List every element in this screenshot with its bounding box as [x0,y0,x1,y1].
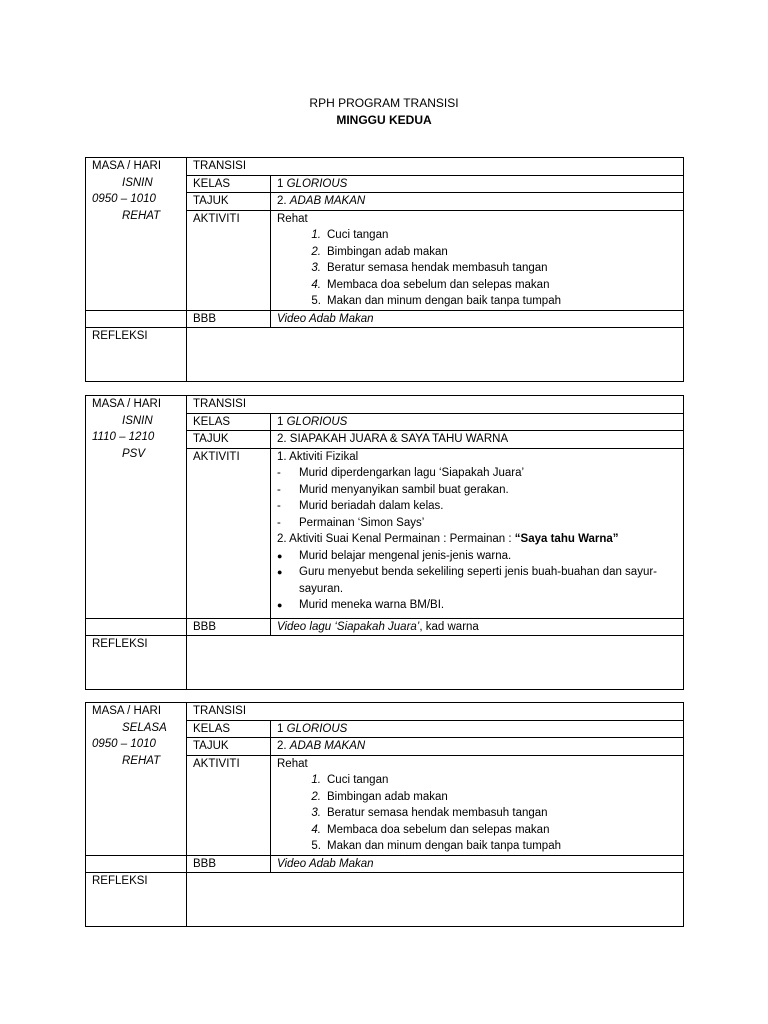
refleksi-value [187,636,684,690]
kelas-name: GLORIOUS [286,415,348,428]
hari-value: ISNIN [122,414,153,427]
kelas-name: GLORIOUS [286,722,348,735]
masa-hari-cell-extra [86,855,187,873]
kelas-label: KELAS [187,720,271,738]
aktiviti-list [277,772,683,855]
kelas-label: KELAS [187,413,271,431]
masa-hari-label: MASA / HARI [92,398,162,410]
masa-hari-cell-extra [86,310,187,328]
aktiviti-heading: Rehat [277,212,308,225]
aktiviti-suai-kenal-heading: 2. Aktiviti Suai Kenal Permainan : Permainan : “Saya tahu Warna” [277,533,619,545]
document-title: RPH PROGRAM TRANSISI [309,96,459,110]
bbb-value: Video lagu ‘Siapakah Juara’, kad warna [271,618,684,636]
bbb-label: BBB [187,855,271,873]
kelas-num: 1 [277,177,284,190]
rph-table-selasa-rehat [85,702,684,927]
transisi-label: TRANSISI [187,703,684,721]
bbb-label: BBB [187,310,271,328]
refleksi-value [187,873,684,927]
transisi-label: TRANSISI [187,396,684,414]
permainan-title: “Saya tahu Warna” [514,533,619,545]
list-item: 2. Bimbingan adab makan [311,790,448,803]
masa-hari-cell-extra [86,618,187,636]
kelas-value [271,413,684,431]
masa-hari-cell [86,158,187,311]
masa-value: 1110 – 1210 [92,431,155,443]
refleksi-label: REFLEKSI [86,873,187,927]
list-item: - Murid diperdengarkan lagu ‘Siapakah Juara’ [277,467,525,479]
aktiviti-content [271,755,684,855]
bbb-value: Video Adab Makan [271,310,684,328]
tajuk-label: TAJUK [187,431,271,449]
tajuk-value [271,193,684,211]
bbb-value: Video Adab Makan [271,855,684,873]
aktiviti-fizikal-heading: 1. Aktiviti Fizikal [277,450,359,463]
list-item: - Murid menyanyikan sambil buat gerakan. [277,483,509,496]
list-item: ● Murid belajar mengenal jenis-jenis warna. [277,548,683,565]
list-item: ● Guru menyebut benda sekeliling seperti jenis buah-buahan dan sayur-sayuran. [277,564,683,597]
masa-hari-label: MASA / HARI [92,705,162,717]
kelas-name: GLORIOUS [286,177,348,190]
masa-hari-cell [86,396,187,619]
tajuk-num: 2. [277,195,287,207]
bullet-icon: ● [277,550,283,561]
rph-table-isnin-rehat [85,157,684,382]
kelas-num: 1 [277,415,284,428]
bullet-list [277,548,683,614]
tajuk-text: ADAB MAKAN [289,740,366,752]
refleksi-label: REFLEKSI [86,328,187,382]
dash-list [277,465,683,531]
list-item: 3. Beratur semasa hendak membasuh tangan [311,807,548,819]
list-item: 4. Membaca doa sebelum dan selepas makan [311,278,550,291]
tajuk-label: TAJUK [187,738,271,756]
aktiviti-label: AKTIVITI [187,755,271,855]
tajuk-label: TAJUK [187,193,271,211]
list-item: 5. Makan dan minum dengan baik tanpa tumpah [311,840,561,852]
tajuk-value: 2. SIAPAKAH JUARA & SAYA TAHU WARNA [271,431,684,449]
aktiviti-list [277,227,683,310]
document-subtitle: MINGGU KEDUA [336,113,432,127]
list-item: - Murid beriadah dalam kelas. [277,500,444,512]
transisi-label: TRANSISI [187,158,684,176]
hari-value: SELASA [122,721,167,734]
refleksi-label: REFLEKSI [86,636,187,690]
list-item: 5. Makan dan minum dengan baik tanpa tumpah [311,295,561,307]
masa-hari-label: MASA / HARI [92,160,162,172]
kelas-label: KELAS [187,175,271,193]
list-item: 3. Beratur semasa hendak membasuh tangan [311,262,548,274]
masa-value: 0950 – 1010 [92,193,156,205]
refleksi-value [187,328,684,382]
aktiviti-label: AKTIVITI [187,448,271,618]
masa-hari-cell [86,703,187,856]
masa-value: 0950 – 1010 [92,738,156,750]
aktiviti-content [271,210,684,310]
tajuk-num: 2. [277,740,287,752]
aktiviti-content [271,448,684,618]
list-item: - Permainan ‘Simon Says’ [277,516,425,529]
sesi-value: REHAT [122,209,161,222]
kelas-num: 1 [277,722,284,735]
list-item: 2. Bimbingan adab makan [311,245,448,258]
list-item: 1. Cuci tangan [311,229,389,241]
tajuk-value [271,738,684,756]
sesi-value: REHAT [122,754,161,767]
bbb-label: BBB [187,618,271,636]
kelas-value [271,720,684,738]
list-item: 4. Membaca doa sebelum dan selepas makan [311,823,550,836]
aktiviti-label: AKTIVITI [187,210,271,310]
kelas-value [271,175,684,193]
list-item: 1. Cuci tangan [311,774,389,786]
sesi-value: PSV [122,447,146,460]
bullet-icon: ● [277,567,283,577]
list-item: ● Murid meneka warna BM/BI. [277,597,683,614]
aktiviti-heading: Rehat [277,757,308,770]
bullet-icon: ● [277,600,283,610]
rph-table-isnin-psv [85,395,684,690]
tajuk-text: ADAB MAKAN [289,195,366,207]
hari-value: ISNIN [122,176,153,189]
